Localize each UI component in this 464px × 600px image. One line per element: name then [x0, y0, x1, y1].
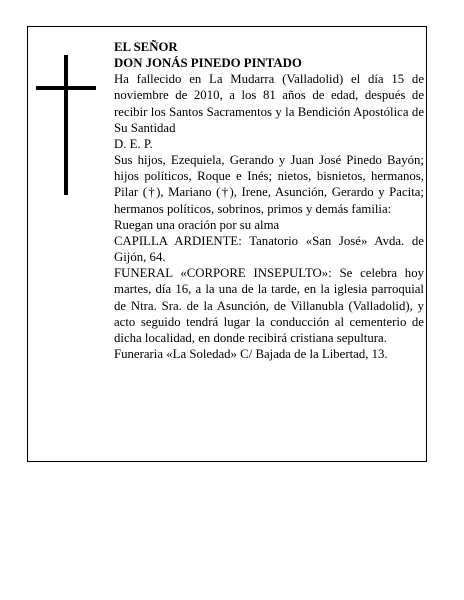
funeral-info: FUNERAL «CORPORE INSEPULTO»: Se celebra hoy martes, día 16, a la una de la tarde, en la iglesia parroquial de Ntra. Sra. de la Asunción, de Villanubla (Valladolid), y acto seguido tendrá lugar la conducción al cementerio de dicha localidad, en donde recibirá cristiana sepultura.	[114, 266, 424, 345]
latin-cross-icon	[64, 55, 68, 195]
funeral-home-info: Funeraria «La Soledad» C/ Bajada de la Libertad, 13.	[114, 346, 388, 361]
rip-line: D. E. P.	[114, 136, 153, 151]
title-line-1: EL SEÑOR	[114, 40, 178, 54]
deceased-name: DON JONÁS PINEDO PINTADO	[114, 56, 302, 71]
death-info: Ha fallecido en La Mudarra (Valladolid) el día 15 de noviembre de 2010, a los 81 años de edad, después de recibir los Santos Sacramentos y la Bendición Apostólica de Su Santidad	[114, 72, 424, 135]
chapel-info: CAPILLA ARDIENTE: Tanatorio «San José» Avda. de Gijón, 64.	[114, 233, 424, 265]
prayer-line: Ruegan una oración por su alma	[114, 217, 280, 232]
latin-cross-icon-crossbar	[36, 86, 96, 90]
family-list: Sus hijos, Ezequiela, Gerando y Juan José Pinedo Bayón; hijos políticos, Roque e Inés; nietos, bisnietos, hermanos, Pilar (†), Mariano (†), Irene, Asunción, Gerardo y Pacita; hermanos políticos, sobrinos, primos y demás familia:	[114, 153, 424, 216]
obituary-text	[114, 39, 424, 362]
